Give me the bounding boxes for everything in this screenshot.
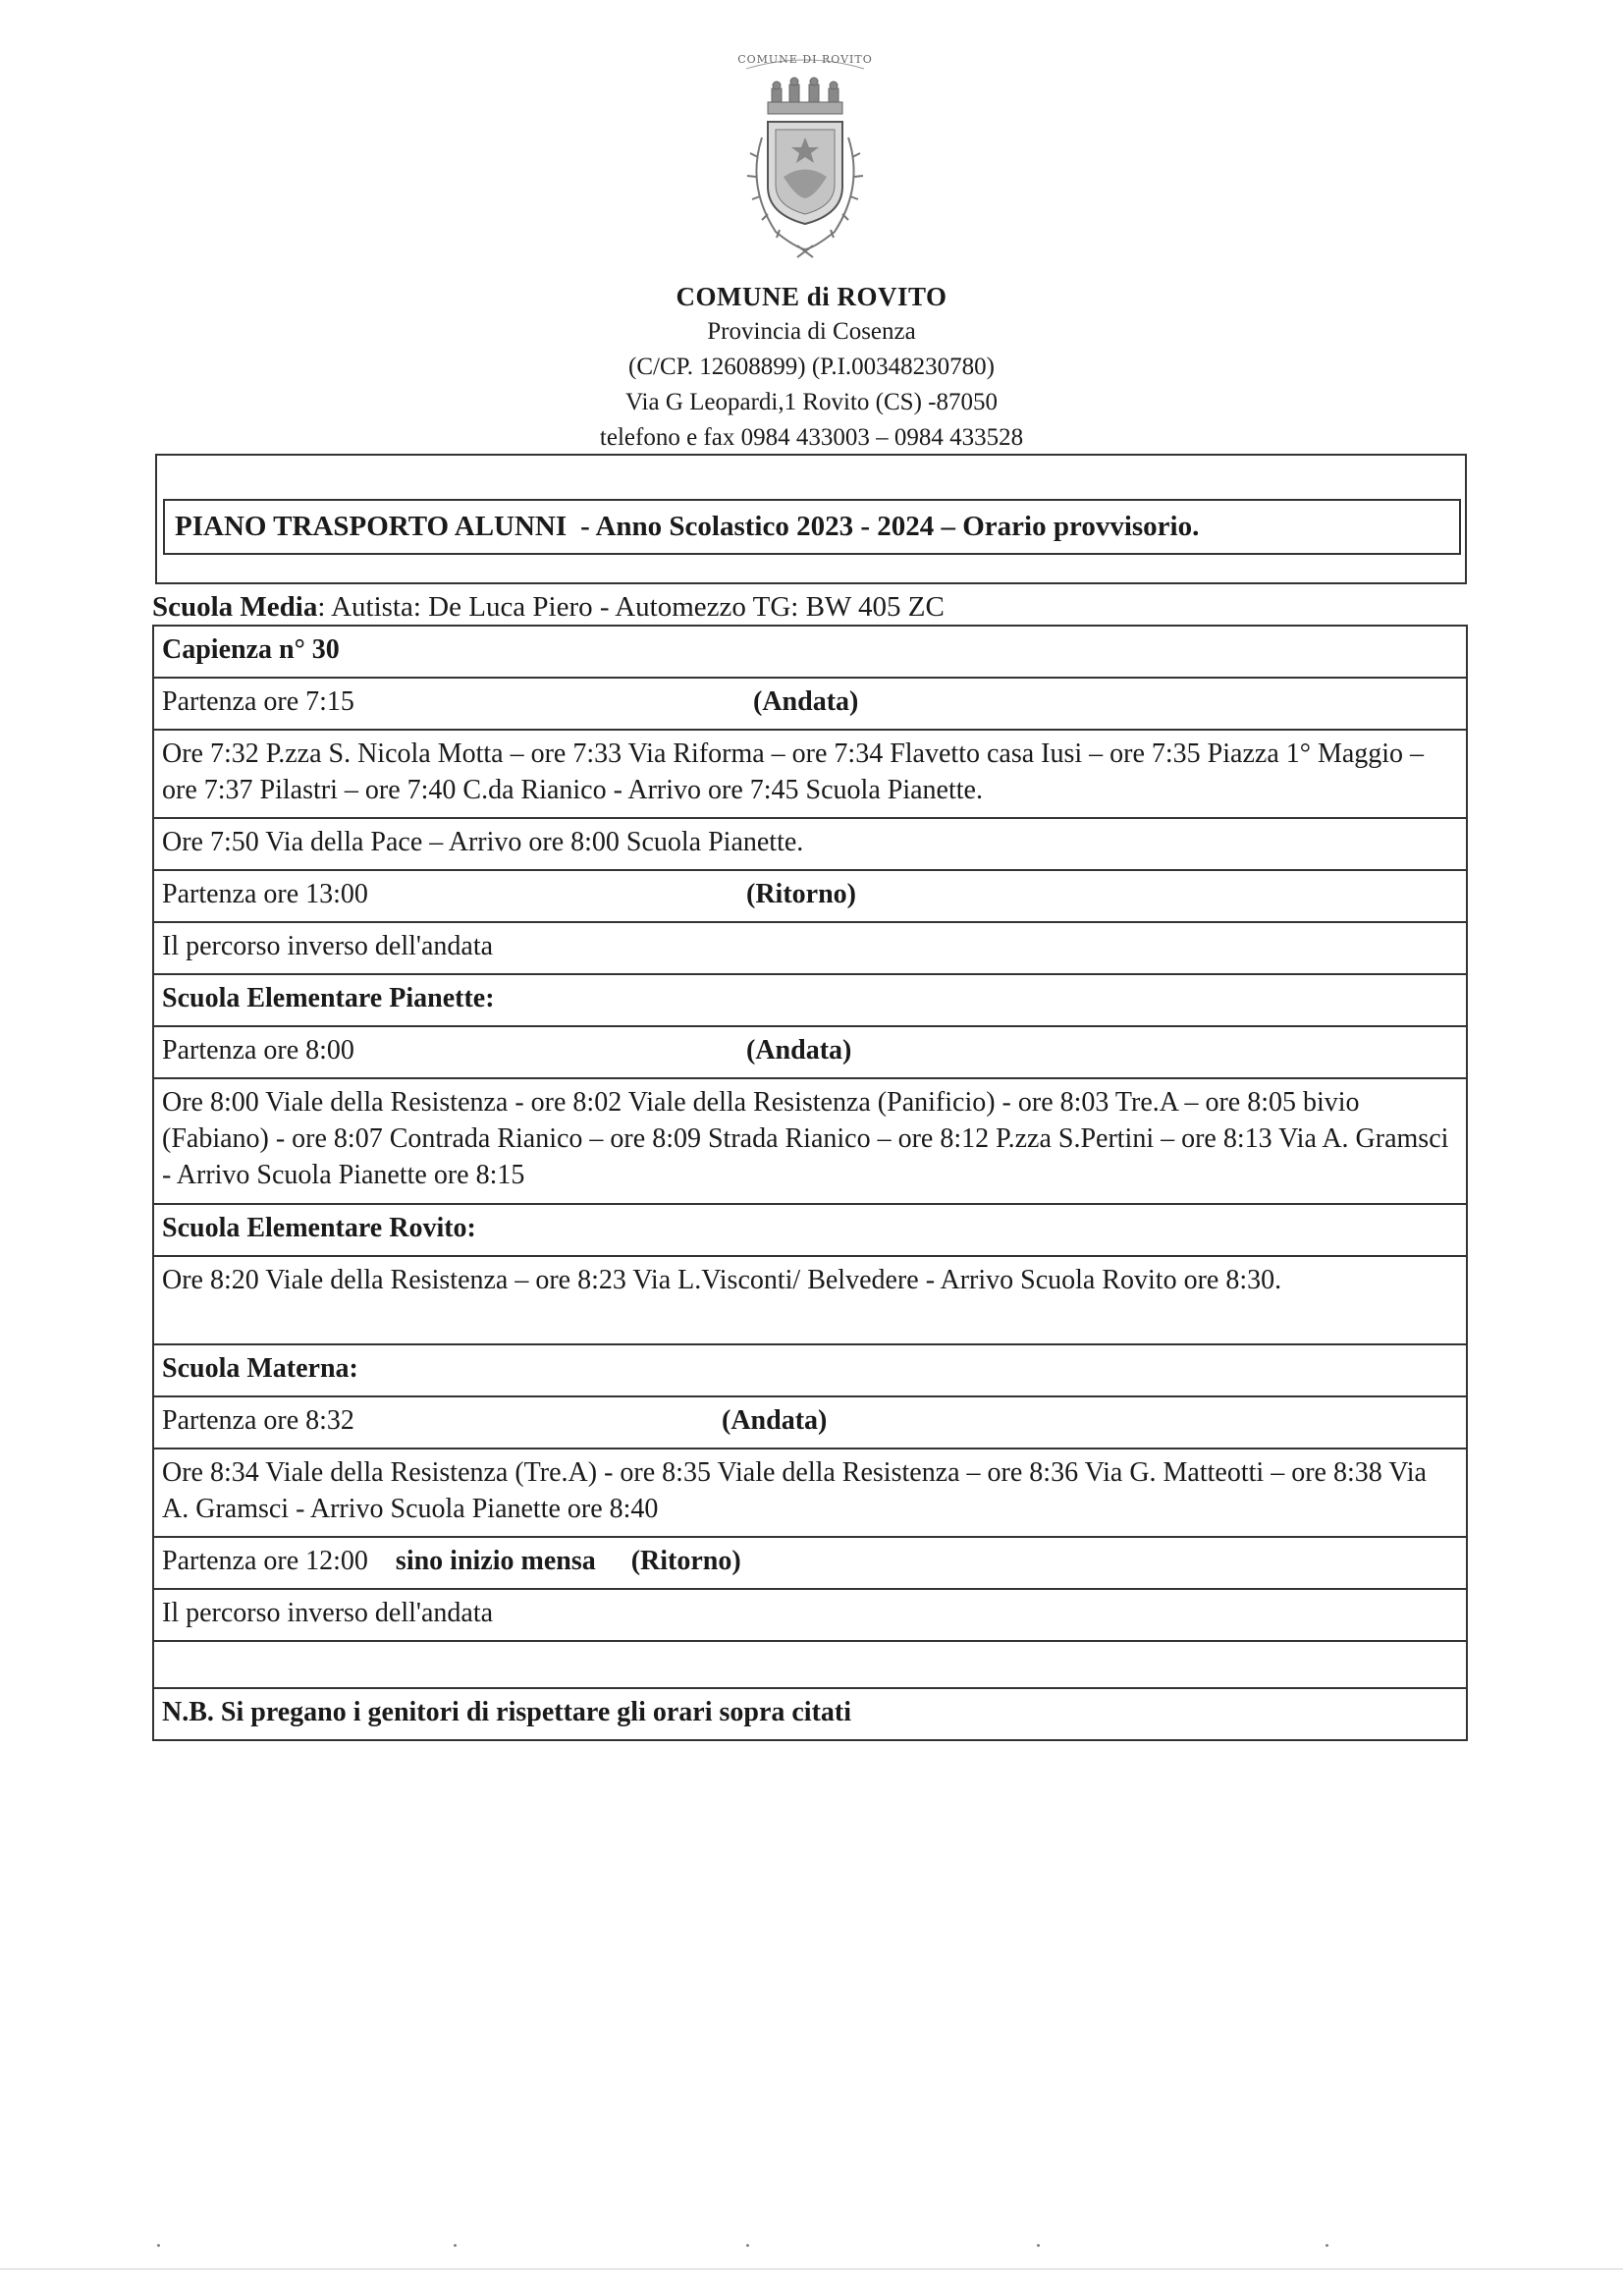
materna-heading-row — [154, 1345, 1466, 1397]
media-return-note: Il percorso inverso dell'andata — [162, 931, 494, 961]
title-sub: - Anno Scolastico 2023 - 2024 – Orario provvisorio. — [580, 511, 1200, 542]
materna-return-condition: sino inizio mensa — [395, 1546, 596, 1576]
materna-departure-row — [154, 1397, 1466, 1449]
pianette-route-row — [154, 1079, 1466, 1205]
pianette-departure-time: Partenza ore 8:00 — [162, 1035, 354, 1066]
pianette-route: Ore 8:00 Viale della Resistenza - ore 8:02 Viale della Resistenza (Panificio) - ore 8:03 Tre.A – ore 8:05 bivio (Fabiano) - ore 8:07 Contrada Rianico – ore 8:09 Strada Rianico – ore 8:12 P.zza S.Pertini – ore 8:13 Via A. Gramsci - Arrivo Scuola Pianette ore 8:15 — [162, 1087, 1449, 1190]
driver-vehicle-details: : Autista: De Luca Piero - Automezzo TG: BW 405 ZC — [317, 591, 945, 623]
scan-mark — [454, 2244, 457, 2247]
media-departure-row — [154, 679, 1466, 731]
coat-of-arms — [707, 39, 903, 275]
note-row — [154, 1689, 1466, 1741]
scan-mark — [1037, 2244, 1040, 2247]
media-return-time: Partenza ore 13:00 — [162, 879, 368, 909]
scan-mark — [1325, 2244, 1328, 2247]
media-return-note-row — [154, 923, 1466, 975]
document-title — [163, 499, 1461, 555]
title-main: PIANO TRASPORTO ALUNNI — [175, 511, 568, 542]
parents-note: N.B. Si pregano i genitori di rispettare gli orari sopra citati — [162, 1697, 852, 1727]
materna-return-note: Il percorso inverso dell'andata — [162, 1598, 494, 1628]
materna-outbound-tag: (Andata) — [722, 1405, 828, 1436]
capacity-text: Capienza n° 30 — [162, 634, 340, 665]
materna-route-row — [154, 1449, 1466, 1538]
media-outbound-tag: (Andata) — [753, 686, 859, 717]
media-departure-time: Partenza ore 7:15 — [162, 686, 354, 717]
media-route-2: Ore 7:50 Via della Pace – Arrivo ore 8:00 Scuola Pianette. — [162, 827, 804, 857]
media-return-row — [154, 871, 1466, 923]
scan-mark — [157, 2244, 160, 2247]
rovito-heading: Scuola Elementare Rovito: — [162, 1213, 476, 1243]
materna-heading: Scuola Materna: — [162, 1353, 358, 1384]
materna-return-tag: (Ritorno) — [630, 1546, 741, 1576]
phone-line: telefono e fax 0984 433003 – 0984 433528 — [599, 424, 1024, 451]
materna-departure-time: Partenza ore 8:32 — [162, 1405, 354, 1436]
media-route-row-2 — [154, 819, 1466, 871]
materna-return-note-row — [154, 1590, 1466, 1642]
bus-info-line — [152, 589, 945, 625]
crown-icon — [768, 78, 842, 114]
media-route-row — [154, 731, 1466, 819]
rovito-heading-row — [154, 1205, 1466, 1257]
rovito-route-row — [154, 1257, 1466, 1345]
materna-return-row — [154, 1538, 1466, 1590]
schedule-table — [152, 625, 1468, 1741]
rovito-route: Ore 8:20 Viale della Resistenza – ore 8:23 Via L.Visconti/ Belvedere - Arrivo Scuola Rovito ore 8:30. — [162, 1265, 1282, 1295]
media-return-tag: (Ritorno) — [746, 879, 856, 909]
pianette-departure-row — [154, 1027, 1466, 1079]
school-label: Scuola Media — [152, 591, 318, 623]
address-line: Via G Leopardi,1 Rovito (CS) -87050 — [624, 389, 998, 415]
pianette-heading-row — [154, 975, 1466, 1027]
svg-text:COMUNE DI ROVITO: COMUNE DI ROVITO — [737, 53, 873, 66]
fiscal-codes-line: (C/CP. 12608899) (P.I.00348230780) — [628, 354, 995, 380]
province-line: Provincia di Cosenza — [707, 318, 916, 345]
materna-route: Ore 8:34 Viale della Resistenza (Tre.A) - ore 8:35 Viale della Resistenza – ore 8:36 Via G. Matteotti – ore 8:38 Via A. Gramsci - Arrivo Scuola Pianette ore 8:40 — [162, 1457, 1427, 1524]
media-route-1: Ore 7:32 P.zza S. Nicola Motta – ore 7:33 Via Riforma – ore 7:34 Flavetto casa Iusi – ore 7:35 Piazza 1° Maggio – ore 7:37 Pilastri – ore 7:40 C.da Rianico - Arrivo ore 7:45 Scuola Pianette. — [162, 738, 1425, 805]
empty-row — [154, 1642, 1466, 1689]
scan-mark — [746, 2244, 749, 2247]
pianette-outbound-tag: (Andata) — [746, 1035, 852, 1066]
capacity-row — [154, 627, 1466, 679]
pianette-heading: Scuola Elementare Pianette: — [162, 983, 495, 1013]
materna-return-time: Partenza ore 12:00 — [162, 1546, 368, 1576]
municipality-name: COMUNE di ROVITO — [676, 282, 947, 311]
letterhead — [0, 279, 1623, 456]
